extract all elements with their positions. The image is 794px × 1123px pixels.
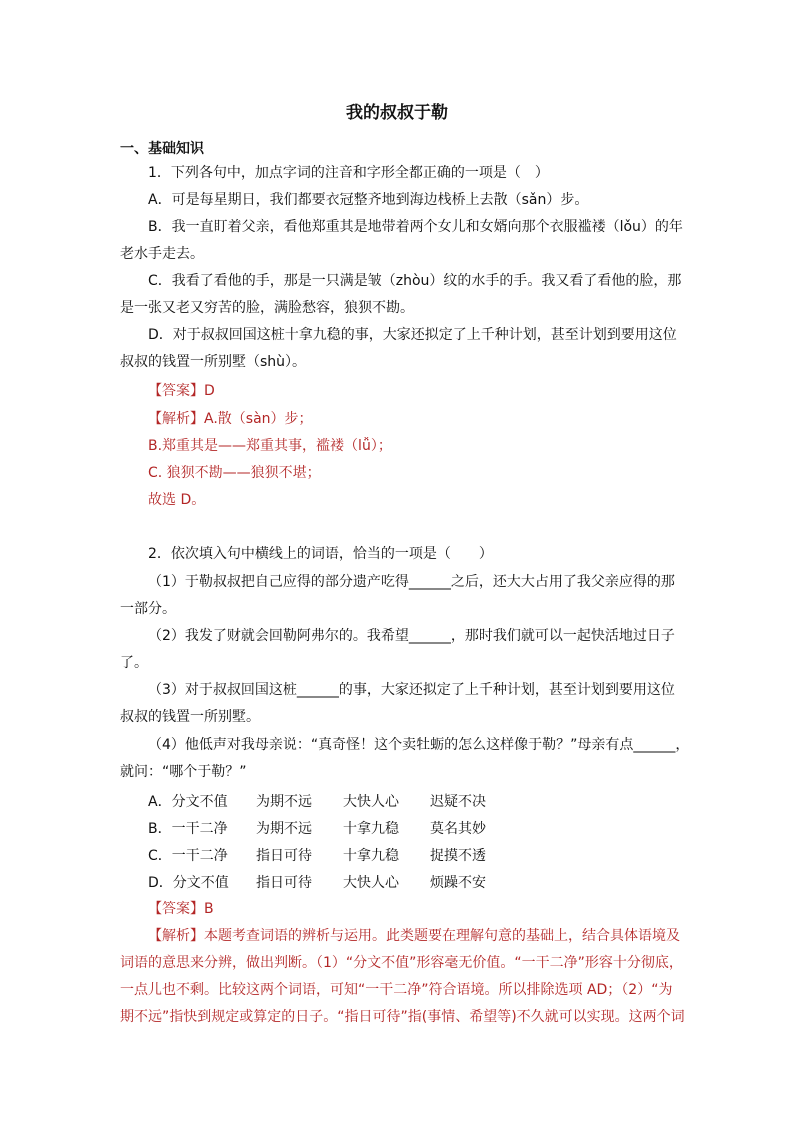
q2-sentence3-line2: 叔叔的钱置一所别墅。 (120, 709, 260, 725)
section-heading: 一、基础知识 (120, 141, 204, 157)
q2-sentence1-line1: （1）于勒叔叔把自己应得的部分遗产吃得______之后，还大大占用了我父亲应得的那 (148, 574, 675, 590)
q2-sentence2-line1: （2）我发了财就会回勒阿弗尔的。我希望______，那时我们就可以一起快活地过日子 (148, 628, 675, 644)
q2-option-d-word3: 大快人心 (343, 875, 399, 891)
q2-option-a-word3: 大快人心 (343, 794, 399, 810)
q2-analysis-line4: 期不远”指快到规定或算定的日子。“指日可待”指(事情、希望等)不久就可以实现。这两个词 (120, 1009, 685, 1025)
q2-option-c-word3: 十拿九稳 (343, 848, 399, 864)
q1-analysis-line2: B.郑重其是——郑重其事，褴褛（lǚ）； (148, 438, 392, 454)
q1-option-b-line1: B．我一直盯着父亲，看他郑重其是地带着两个女儿和女婿向那个衣服褴褛（lǒu）的年 (148, 219, 683, 235)
q2-option-b-label: B．一干二净 (148, 821, 228, 837)
q1-option-d-line1: D．对于叔叔回国这桩十拿九稳的事，大家还拟定了上千种计划，甚至计划到要用这位 (148, 327, 677, 343)
q2-option-d-word2: 指日可待 (256, 875, 312, 891)
q1-option-b-line2: 老水手走去。 (120, 246, 204, 262)
q1-stem: 1．下列各句中，加点字词的注音和字形全都正确的一项是（ ） (148, 165, 549, 181)
q1-option-c-line2: 是一张又老又穷苦的脸，满脸愁容，狼狈不勘。 (120, 300, 414, 316)
q2-option-d-label: D．分文不值 (148, 875, 229, 891)
document-title: 我的叔叔于勒 (346, 103, 448, 123)
q2-option-a-word2: 为期不远 (256, 794, 312, 810)
q2-option-c-label: C．一干二净 (148, 848, 228, 864)
q1-analysis-tag: 【解析】 (148, 411, 204, 427)
q2-sentence2-line2: 了。 (120, 655, 148, 671)
q2-sentence3-line1: （3）对于叔叔回国这桩______的事，大家还拟定了上千种计划，甚至计划到要用这位 (148, 682, 675, 698)
q2-option-d-word4: 烦躁不安 (430, 875, 486, 891)
q2-option-b-word2: 为期不远 (256, 821, 312, 837)
q2-stem: 2．依次填入句中横线上的词语，恰当的一项是（ ） (148, 546, 493, 562)
q2-analysis-line1: 【解析】本题考查词语的辨析与运用。此类题要在理解句意的基础上，结合具体语境及 (148, 928, 680, 944)
q1-answer: 【答案】D (148, 383, 215, 399)
q2-analysis-line2: 词语的意思来分辨，做出判断。（1）“分文不值”形容毫无价值。“一干二净”形容十分彻底， (120, 955, 683, 971)
q2-answer: 【答案】B (148, 901, 214, 917)
q1-analysis (148, 409, 313, 429)
q1-option-d-line2: 叔叔的钱置一所别墅（shù）。 (120, 354, 307, 370)
q2-option-b-word4: 莫名其妙 (430, 821, 486, 837)
q2-analysis-line3: 一点儿也不剩。比较这两个词语，可知“一干二净”符合语境。所以排除选项 AD；（2）“为 (120, 982, 673, 998)
q1-option-c-line1: C．我看了看他的手，那是一只满是皱（zhòu）纹的水手的手。我又看了看他的脸，那 (148, 273, 682, 289)
q2-option-c-word4: 捉摸不透 (430, 848, 486, 864)
q1-analysis-line4: 故选 D。 (148, 492, 206, 508)
q1-option-a: A．可是每星期日，我们都要衣冠整齐地到海边栈桥上去散（sǎn）步。 (148, 192, 589, 208)
q1-analysis-line3: C. 狼狈不勘——狼狈不堪； (148, 465, 321, 481)
q2-option-b-word3: 十拿九稳 (343, 821, 399, 837)
q2-sentence4-line1: （4）他低声对我母亲说：“真奇怪！这个卖牡蛎的怎么这样像于勒？”母亲有点______， (148, 737, 690, 753)
q1-analysis-line1: A.散（sàn）步； (204, 411, 313, 427)
q2-option-a-label: A．分文不值 (148, 794, 228, 810)
q2-option-a-word4: 迟疑不决 (430, 794, 486, 810)
q2-sentence4-line2: 就问：“哪个于勒？” (120, 764, 247, 780)
q2-sentence1-line2: 一部分。 (120, 601, 176, 617)
q2-option-c-word2: 指日可待 (256, 848, 312, 864)
